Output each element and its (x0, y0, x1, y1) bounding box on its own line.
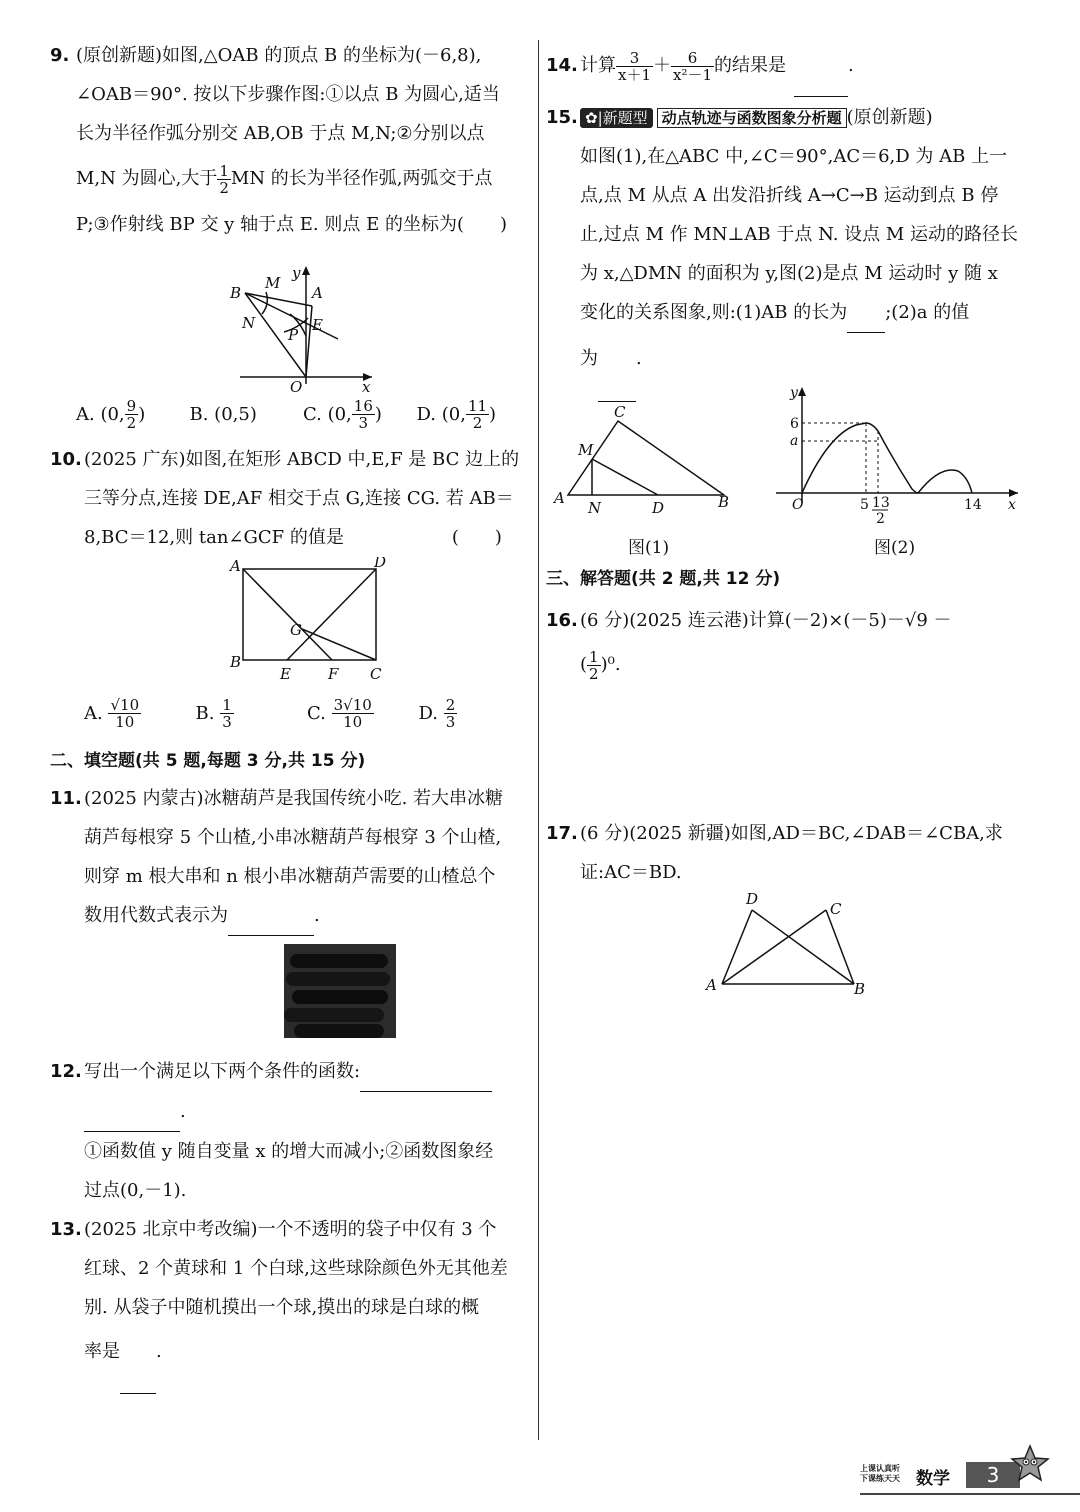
q12-line-4: 过点(0,－1). (84, 1180, 187, 1201)
star-mascot-icon (1010, 1444, 1050, 1484)
numerator: 3 (616, 50, 653, 67)
q13-line-2: 红球、2 个黄球和 1 个白球,这些球除颜色外无其他差 (84, 1258, 508, 1279)
q12-line-3: ①函数值 y 随自变量 x 的增大而减小;②函数图象经 (84, 1141, 494, 1162)
q13-text: 率是 (84, 1341, 120, 1362)
label-C: C (614, 403, 626, 421)
q10-line-1: (2025 广东)如图,在矩形 ABCD 中,E,F 是 BC 边上的 (84, 449, 520, 470)
question-9 (50, 36, 530, 434)
question-number: 10. (50, 449, 82, 470)
photo-stick (292, 990, 388, 1004)
choice-text: ) (374, 403, 382, 425)
numerator: 2 (445, 696, 456, 714)
fraction (466, 398, 489, 431)
denominator: x＋1 (618, 65, 652, 84)
slogan (860, 1464, 900, 1484)
fraction (444, 697, 458, 730)
y-arrow (798, 387, 806, 396)
denominator: 2 (472, 414, 483, 432)
q13-end: . (156, 1341, 162, 1362)
label-y: y (292, 264, 301, 282)
label-A: A (312, 284, 323, 302)
q16-line-2 (580, 640, 1030, 690)
q16-answer-space[interactable] (546, 690, 1030, 814)
q10-line-2: 三等分点,连接 DE,AF 相交于点 G,连接 CG. 若 AB＝ (84, 488, 514, 509)
choice-d[interactable] (417, 395, 531, 434)
label-A: A (706, 976, 717, 994)
topic-tag: 动点轨迹与函数图象分析题 (657, 108, 847, 128)
caption-figure-1: 图(1) (628, 538, 670, 558)
question-number: 9. (50, 45, 70, 66)
q15-line-1: 如图(1),在△ABC 中,∠C＝90°,AC＝6,D 为 AB 上一 (580, 146, 1008, 167)
q17-line-1: (6 分)(2025 新疆)如图,AD＝BC,∠DAB＝∠CBA,求 (580, 823, 1003, 844)
q10-figure (50, 557, 530, 689)
rectangle-ABCD (243, 569, 376, 660)
page-number: 3 (966, 1462, 1020, 1488)
label-6: 6 (790, 416, 799, 432)
segment-BC (826, 910, 854, 984)
numerator: 1 (589, 647, 599, 666)
q17-figure (546, 892, 1030, 1004)
choice-text: ) (489, 403, 497, 425)
label-13: 13 (872, 495, 890, 511)
q12-end: . (180, 1101, 186, 1122)
slogan-line-2: 下课练天天 (860, 1474, 900, 1483)
segment-DE (287, 569, 376, 660)
subject-label: 数学 (916, 1469, 950, 1489)
section-2-heading: 二、填空题(共 5 题,每题 3 分,共 15 分) (50, 751, 366, 771)
label-B: B (230, 284, 242, 302)
photo-stick (290, 954, 388, 968)
question-10 (50, 440, 530, 737)
fraction (352, 398, 375, 431)
q16-text: )⁰. (600, 654, 621, 675)
numerator: √10 (110, 696, 140, 714)
label-C: C (830, 900, 842, 918)
q9-line-5: P;③作射线 BP 交 y 轴于点 E. 则点 E 的坐标为( ) (76, 214, 507, 235)
q15-line-0 (580, 98, 1030, 137)
denominator: 2 (219, 178, 229, 197)
question-12 (50, 1052, 530, 1210)
choice-a[interactable] (76, 395, 190, 434)
q12-text: 写出一个满足以下两个条件的函数: (84, 1061, 361, 1082)
label-G: G (290, 621, 302, 639)
choice-c[interactable] (307, 694, 419, 733)
q15-figures (546, 385, 1030, 561)
new-type-tag: ✿|新题型 (580, 108, 653, 128)
q12-line-1 (84, 1052, 530, 1092)
caption-figure-2: 图(2) (874, 538, 916, 558)
label-B: B (854, 980, 866, 998)
answer-blank[interactable] (360, 1052, 492, 1092)
numerator: 3√10 (333, 696, 372, 714)
label-A: A (554, 489, 565, 507)
question-number: 12. (50, 1061, 82, 1082)
choice-d[interactable] (419, 694, 531, 733)
q9-text: M,N 为圆心,大于 (76, 168, 218, 189)
photo-stick (286, 972, 390, 986)
q9-line-1: (原创新题)如图,△OAB 的顶点 B 的坐标为(－6,8), (76, 45, 482, 66)
paren: ( (580, 654, 588, 675)
q15-line-2: 点,点 M 从点 A 出发沿折线 A→C→B 运动到点 B 停 (580, 185, 999, 206)
fraction (220, 697, 234, 730)
segment-AF (243, 569, 332, 660)
label-P: P (288, 326, 299, 344)
label-B: B (230, 653, 242, 671)
q15-end: . (636, 348, 642, 369)
numerator: 1 (222, 696, 232, 714)
q14-text: 计算 (580, 55, 616, 76)
q11-line-2: 葫芦每根穿 5 个山楂,小串冰糖葫芦每根穿 3 个山楂, (84, 827, 502, 848)
label-D: D (652, 499, 665, 517)
label-M: M (265, 274, 281, 292)
denominator: 3 (222, 713, 232, 731)
numerator: 9 (126, 397, 137, 415)
choice-b[interactable] (196, 694, 308, 733)
section-3-heading: 三、解答题(共 2 题,共 12 分) (546, 569, 781, 589)
q15-text: ;(2)a 的值 (885, 302, 970, 323)
q9-figure (50, 244, 530, 394)
choice-text: ) (138, 403, 146, 425)
x-arrow (1009, 489, 1018, 497)
denominator: x²－1 (673, 65, 713, 84)
choice-text: A. (0, (76, 403, 125, 425)
q11-photo-wrap (50, 936, 530, 1048)
denominator: 3 (445, 713, 456, 731)
label-E: E (280, 665, 291, 683)
numerator: 1 (219, 161, 229, 180)
question-number: 11. (50, 788, 82, 809)
choice-text: C. (0, (303, 403, 352, 425)
q9-text: MN 的长为半径作弧,两弧交于点 (230, 168, 493, 189)
question-number: 13. (50, 1219, 82, 1240)
q11-line-4 (84, 896, 530, 936)
label-x: x (362, 378, 371, 394)
slogan-line-1: 上课认真听 (860, 1464, 900, 1473)
q14-text: 的结果是 (714, 55, 787, 76)
choice-a[interactable] (84, 694, 196, 733)
label-F: F (328, 665, 339, 683)
answer-blank[interactable] (120, 1343, 156, 1394)
q10-choices (84, 689, 530, 737)
label-N: N (242, 314, 256, 332)
footer-rule (860, 1493, 1080, 1495)
denominator: 10 (343, 713, 363, 731)
photo-stick (294, 1024, 384, 1038)
question-number: 16. (546, 610, 578, 631)
page-footer (860, 1462, 1040, 1490)
question-15 (546, 98, 1030, 561)
segment-MD (592, 459, 658, 495)
q9-line-4 (76, 153, 530, 205)
answer-blank[interactable] (228, 896, 314, 936)
question-14 (546, 36, 1030, 96)
q9-choices (76, 394, 530, 434)
label-O: O (290, 378, 303, 394)
choice-c[interactable] (303, 395, 417, 434)
answer-blank[interactable] (794, 36, 848, 97)
label-x: x (1008, 497, 1016, 513)
question-13 (50, 1210, 530, 1377)
q11-end: . (314, 905, 320, 926)
segment-GC (302, 629, 376, 660)
choice-text: A. (84, 702, 103, 724)
q11-text: 数用代数式表示为 (84, 905, 228, 926)
label-N: N (588, 499, 602, 517)
denominator: 2 (126, 414, 137, 432)
q15-line-6 (580, 333, 1030, 385)
photo-stick (284, 1008, 384, 1022)
q15-figure-1 (546, 385, 746, 535)
choice-text: D. (418, 702, 439, 724)
segment-BA (245, 293, 312, 306)
label-D: D (746, 892, 759, 908)
label-B: B (718, 493, 730, 511)
q11-line-3: 则穿 m 根大串和 n 根小串冰糖葫芦需要的山楂总个 (84, 866, 496, 887)
denominator: 3 (358, 414, 369, 432)
q13-line-3: 别. 从袋子中随机摸出一个球,摸出的球是白球的概 (84, 1297, 480, 1318)
question-number: 14. (546, 55, 578, 76)
question-number: 15. (546, 107, 578, 128)
column-divider (538, 40, 539, 1440)
label-a: a (790, 433, 799, 449)
denominator: 2 (589, 664, 599, 683)
choice-b[interactable]: B. (0,5) (189, 403, 257, 425)
y-arrow (302, 266, 310, 275)
plus-sign: ＋ (653, 55, 672, 76)
label-E: E (312, 316, 323, 334)
choice-text: D. (0, (416, 403, 466, 425)
answer-blank[interactable] (84, 1092, 180, 1132)
fraction (108, 697, 141, 730)
fraction (587, 649, 601, 682)
q15-line-4: 为 x,△DMN 的面积为 y,图(2)是点 M 运动时 y 随 x (580, 263, 998, 284)
fraction (616, 50, 653, 83)
label-5: 5 (860, 497, 869, 513)
q15-line-3: 止,过点 M 作 MN⊥AB 于点 N. 设点 M 运动的路径长 (580, 224, 1019, 245)
q9-line-2: ∠OAB＝90°. 按以下步骤作图:①以点 B 为圆心,适当 (76, 84, 500, 105)
q14-end: . (848, 55, 854, 76)
q12-line-2 (84, 1092, 530, 1132)
choice-text: C. (307, 702, 326, 724)
label-M: M (578, 441, 594, 459)
numerator: 6 (671, 50, 714, 67)
label-y: y (790, 385, 798, 401)
tanghulu-photo (284, 944, 396, 1038)
q15-text: 为 (580, 348, 598, 369)
q15-source: (原创新题) (846, 107, 933, 128)
question-11 (50, 779, 530, 1048)
q9-line-3: 长为半径作弧分别交 AB,OB 于点 M,N;②分别以点 (76, 123, 485, 144)
q17-line-2: 证:AC＝BD. (580, 862, 682, 883)
label-D: D (374, 557, 387, 571)
denominator: 10 (115, 713, 135, 731)
question-number: 17. (546, 823, 578, 844)
choice-text: B. (195, 702, 215, 724)
label-C: C (370, 665, 382, 683)
q13-line-1: (2025 北京中考改编)一个不透明的袋子中仅有 3 个 (84, 1219, 497, 1240)
question-17 (546, 814, 1030, 1004)
q15-line-5 (580, 293, 1030, 333)
fraction (125, 398, 139, 431)
right-column (546, 36, 1030, 1004)
fraction (332, 697, 374, 730)
fraction (671, 50, 714, 83)
q16-line-1: (6 分)(2025 连云港)计算(－2)×(－5)－√9 － (580, 610, 952, 631)
label-A: A (230, 557, 241, 575)
left-column (50, 36, 530, 1377)
answer-blank[interactable] (847, 293, 885, 333)
segment-BD (752, 910, 854, 984)
numerator: 11 (467, 397, 488, 415)
q11-line-1: (2025 内蒙古)冰糖葫芦是我国传统小吃. 若大串冰糖 (84, 788, 504, 809)
question-16 (546, 601, 1030, 814)
q10-line-3: 8,BC＝12,则 tan∠GCF 的值是 ( ) (84, 527, 502, 548)
fraction (217, 163, 231, 196)
label-14: 14 (964, 497, 982, 513)
label-2: 2 (876, 511, 885, 527)
q13-line-4 (84, 1327, 530, 1377)
q15-text: 变化的关系图象,则:(1)AB 的长为 (580, 302, 848, 323)
label-O: O (792, 497, 804, 513)
q15-figure-2 (768, 385, 1028, 535)
function-curve (802, 423, 972, 493)
numerator: 16 (353, 397, 373, 415)
